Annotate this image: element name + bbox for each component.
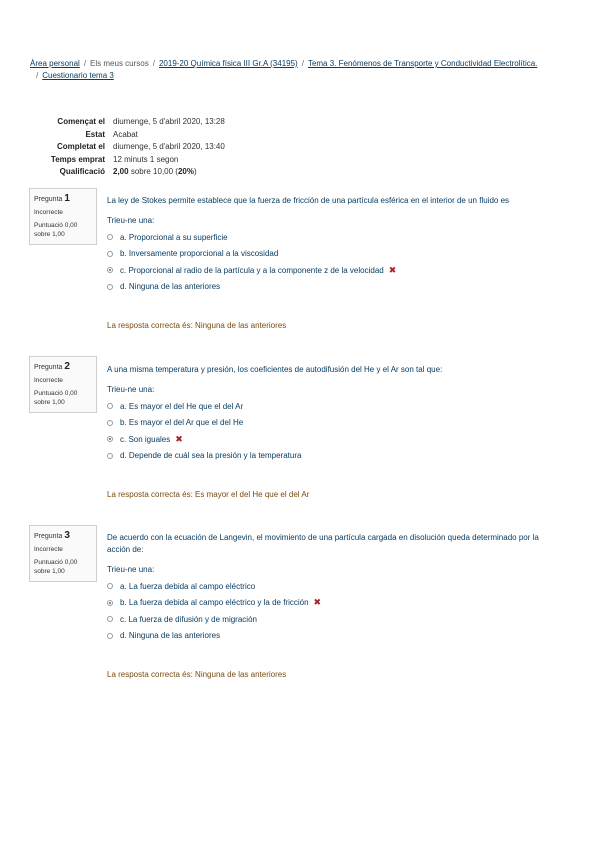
incorrect-cross-icon: ✖: [388, 264, 397, 275]
radio-button[interactable]: [107, 251, 113, 257]
started-value: diumenge, 5 d'abril 2020, 13:28: [113, 117, 225, 126]
question-grade: [34, 221, 92, 239]
correct-answer-feedback: La resposta correcta és: Es mayor el del He que el del Ar: [107, 490, 310, 499]
question-label: Pregunta: [34, 196, 63, 203]
incorrect-cross-icon: ✖: [175, 433, 183, 444]
question-info: [29, 188, 97, 245]
radio-button[interactable]: [107, 403, 113, 409]
question-prompt: Trieu-ne una:: [107, 565, 155, 574]
time-label: Temps emprat: [50, 154, 105, 164]
state-value: Acabat: [113, 129, 138, 139]
breadcrumb: [30, 58, 570, 82]
question-number: [34, 361, 92, 372]
question-body: [107, 532, 547, 644]
option-label: a. Proporcional a su superficie: [120, 232, 228, 242]
radio-button[interactable]: [107, 420, 113, 426]
answer-option[interactable]: [107, 628, 547, 645]
radio-button[interactable]: [107, 583, 113, 589]
question-prompt: Trieu-ne una:: [107, 216, 155, 225]
question-label: Pregunta: [34, 364, 63, 371]
question-body: [107, 364, 547, 464]
answer-option[interactable]: [107, 279, 547, 296]
breadcrumb-separator: /: [301, 59, 304, 68]
grade-line: Puntuació 0,00: [34, 390, 78, 397]
radio-button[interactable]: [107, 616, 113, 622]
question-text: A una misma temperatura y presión, los coeficientes de autodifusión del He y el Ar son tal que:: [107, 365, 443, 374]
answer-option[interactable]: [107, 578, 547, 595]
answer-option[interactable]: [107, 448, 547, 465]
state-label: Estat: [85, 129, 105, 139]
question-state: Incorrecte: [34, 209, 63, 216]
question-state: Incorrecte: [34, 546, 63, 553]
question-body: [107, 195, 547, 295]
breadcrumb-quiz[interactable]: Cuestionario tema 3: [42, 71, 114, 80]
breadcrumb-courses: Els meus cursos: [90, 59, 149, 68]
completed-value: diumenge, 5 d'abril 2020, 13:40: [113, 142, 225, 151]
option-label: d. Ninguna de las anteriores: [120, 631, 221, 641]
grade-text: sobre 10,00 (: [130, 167, 178, 176]
option-label: a. Es mayor el del He que el del Ar: [120, 401, 244, 411]
question-info: [29, 525, 97, 582]
grade-line: Puntuació 0,00: [34, 222, 78, 229]
time-value: 12 minuts 1 segon: [113, 154, 179, 164]
grade-score: 2,00: [113, 167, 129, 176]
question-text: De acuerdo con la ecuación de Langevin, el movimiento de una partícula cargada en disolución queda determinado por la acción de:: [107, 533, 539, 554]
grade-label: Qualificació: [59, 167, 105, 176]
correct-answer-feedback: La resposta correcta és: Ninguna de las anteriores: [107, 670, 287, 679]
completed-label: Completat el: [56, 142, 105, 151]
option-label: b. La fuerza debida al campo eléctrico y la de fricción: [120, 598, 309, 608]
answer-option[interactable]: [107, 246, 547, 263]
radio-button[interactable]: [107, 284, 113, 290]
option-label: c. Son iguales: [120, 434, 171, 444]
answer-option-selected[interactable]: [107, 431, 547, 448]
question-grade: [34, 389, 92, 407]
question-index: 3: [64, 530, 70, 541]
question-grade: [34, 558, 92, 576]
question-number: [34, 530, 92, 541]
grade-line: sobre 1,00: [34, 568, 65, 575]
started-label: Començat el: [57, 117, 105, 126]
question-label: Pregunta: [34, 533, 63, 540]
radio-button-checked[interactable]: [107, 267, 113, 273]
question-index: 2: [64, 361, 70, 372]
answer-option-selected[interactable]: [107, 595, 547, 612]
question-number: [34, 193, 92, 204]
attempt-summary: [30, 116, 225, 179]
breadcrumb-separator: /: [36, 71, 39, 80]
breadcrumb-topic[interactable]: Tema 3. Fenómenos de Transporte y Conductividad Electrolítica.: [307, 59, 538, 68]
grade-close: ): [193, 167, 197, 176]
grade-percent: 20%: [177, 167, 194, 176]
radio-button-checked[interactable]: [107, 600, 113, 606]
breadcrumb-separator: /: [152, 59, 155, 68]
question-state: Incorrecte: [34, 377, 63, 384]
radio-button-checked[interactable]: [107, 436, 113, 442]
question-index: 1: [64, 193, 70, 204]
question-prompt: Trieu-ne una:: [107, 385, 155, 394]
breadcrumb-separator: /: [83, 59, 87, 68]
question-text: La ley de Stokes permite establece que la fuerza de fricción de una partícula esférica en el interior de un fluido es: [107, 196, 510, 205]
grade-value: [113, 166, 197, 179]
radio-button[interactable]: [107, 453, 113, 459]
question-info: [29, 356, 97, 413]
grade-line: sobre 1,00: [34, 399, 65, 406]
answer-option-selected[interactable]: [107, 262, 547, 279]
radio-button[interactable]: [107, 234, 113, 240]
breadcrumb-home[interactable]: Àrea personal: [30, 59, 80, 68]
option-label: c. La fuerza de difusión y de migración: [120, 614, 257, 624]
option-label: d. Depende de cuál sea la presión y la temperatura: [120, 451, 302, 461]
answer-option[interactable]: [107, 398, 547, 415]
incorrect-cross-icon: ✖: [313, 597, 322, 608]
option-label: b. Es mayor el del Ar que el del He: [120, 418, 244, 428]
option-label: d. Ninguna de las anteriores: [120, 282, 221, 292]
radio-button[interactable]: [107, 633, 113, 639]
breadcrumb-course[interactable]: 2019-20 Química física III Gr.A (34195): [158, 59, 298, 68]
grade-line: sobre 1,00: [34, 231, 65, 238]
option-label: c. Proporcional al radio de la partícula y a la componente z de la velocidad: [120, 265, 384, 275]
answer-option[interactable]: [107, 415, 547, 432]
option-label: b. Inversamente proporcional a la viscosidad: [120, 249, 279, 259]
answer-option[interactable]: [107, 229, 547, 246]
answer-option[interactable]: [107, 611, 547, 628]
grade-line: Puntuació 0,00: [34, 559, 78, 566]
correct-answer-feedback: La resposta correcta és: Ninguna de las anteriores: [107, 321, 287, 330]
option-label: a. La fuerza debida al campo eléctrico: [120, 581, 256, 591]
